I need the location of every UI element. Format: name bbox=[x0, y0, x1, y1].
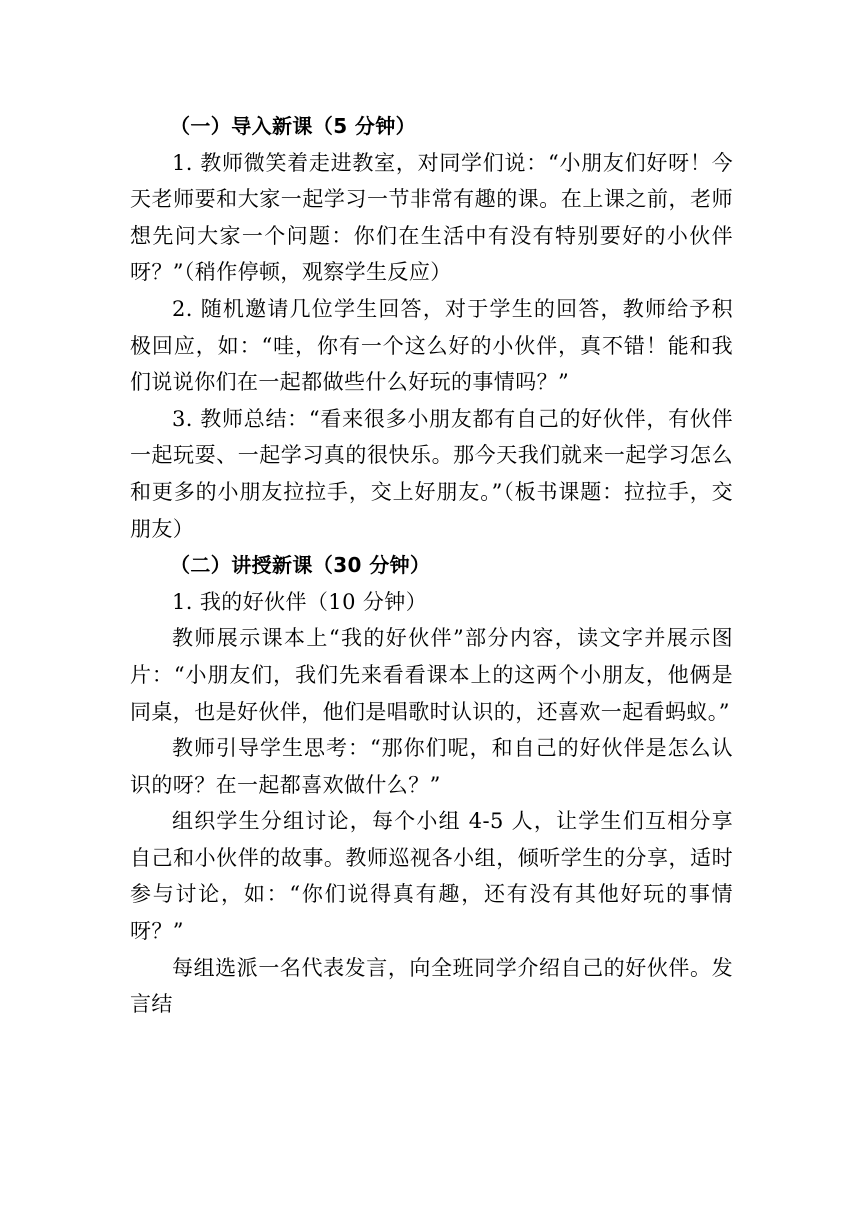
subheading-my-good-partner: 1. 我的好伙伴（10 分钟） bbox=[172, 589, 428, 614]
teaching-paragraph-2: 教师引导学生思考：“那你们呢，和自己的好伙伴是怎么认识的呀？在一起都喜欢做什么？” bbox=[130, 736, 733, 797]
section-heading-intro: （一）导入新课（5 分钟） bbox=[170, 114, 417, 138]
teaching-paragraph-1: 教师展示课本上“我的好伙伴”部分内容，读文字并展示图片：“小朋友们，我们先来看看课本上的这两个小朋友，他俩是同桌，也是好伙伴，他们是唱歌时认识的，还喜欢一起看蚂蚁。” bbox=[130, 626, 733, 724]
section-heading-teaching: （二）讲授新课（30 分钟） bbox=[170, 553, 431, 578]
intro-paragraph-2: 2. 随机邀请几位学生回答，对于学生的回答，教师给予积极回应，如：“哇，你有一个这么好的小伙伴，真不错！能和我们说说你们在一起都做些什么好玩的事情吗？” bbox=[130, 296, 733, 395]
document-body bbox=[130, 108, 733, 1023]
intro-paragraph-3: 3. 教师总结：“看来很多小朋友都有自己的好伙伴，有伙伴一起玩耍、一起学习真的很快乐。那今天我们就来一起学习怎么和更多的小朋友拉拉手，交上好朋友。”（板书课题：拉拉手，交朋友） bbox=[130, 406, 733, 541]
intro-paragraph-1: 1. 教师微笑着走进教室，对同学们说：“小朋友们好呀！今天老师要和大家一起学习一节非常有趣的课。在上课之前，老师想先问大家一个问题：你们在生活中有没有特别要好的小伙伴呀？”（稍作停顿，观察学生反应） bbox=[130, 150, 733, 285]
teaching-paragraph-3: 组织学生分组讨论，每个小组 4-5 人，让学生们互相分享自己和小伙伴的故事。教师巡视各小组，倾听学生的分享，适时参与讨论，如：“你们说得真有趣，还有没有其他好玩的事情呀？” bbox=[130, 809, 733, 944]
teaching-paragraph-4: 每组选派一名代表发言，向全班同学介绍自己的好伙伴。发言结 bbox=[130, 955, 733, 1017]
